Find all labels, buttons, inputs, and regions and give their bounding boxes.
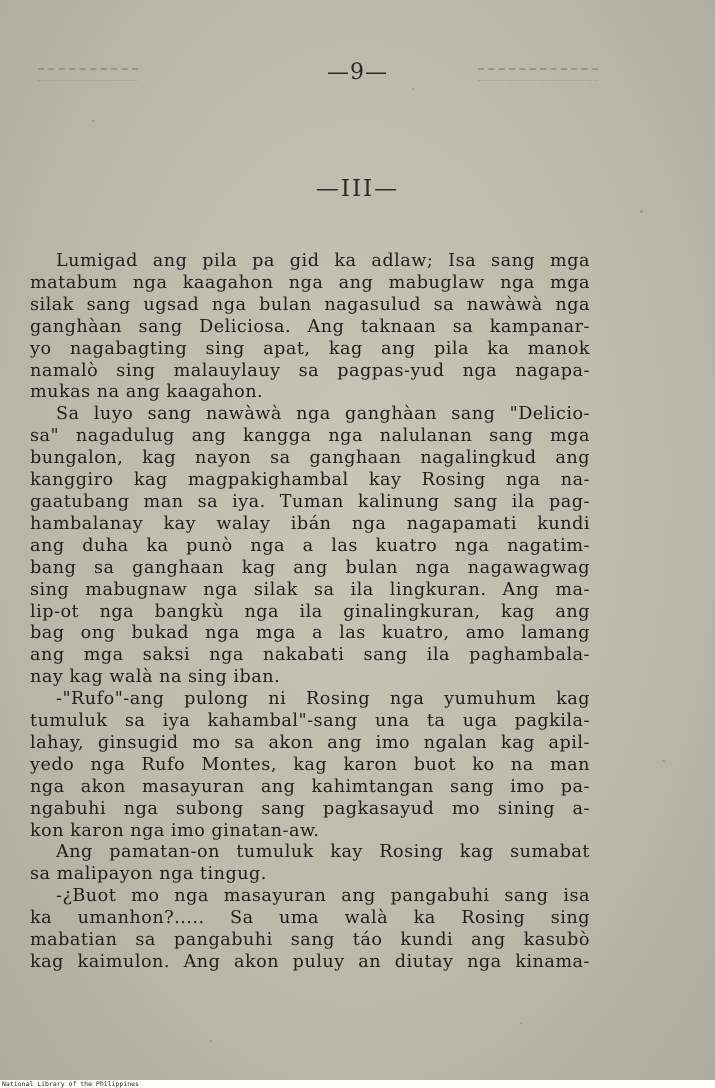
text-line: tumuluk sa iya kahambal"-sang una ta uga pagkila- (30, 711, 590, 732)
paper-speck (412, 88, 414, 90)
text-line: ang mga saksi nga nakabati sang ila paghambala- (30, 645, 590, 666)
text-line: kag kaimulon. Ang akon puluy an diutay nga kinama- (30, 952, 590, 972)
body-text (30, 251, 590, 974)
text-line: -"Rufo"-ang pulong ni Rosing nga yumuhum kag (56, 689, 590, 710)
text-line: nga akon masayuran ang kahimtangan sang imo pa- (30, 776, 590, 797)
text-line: bag ong bukad nga mga a las kuatro, amo lamang (30, 623, 590, 644)
library-credit: National Library of the Philippines (2, 1080, 139, 1088)
text-line: yo nagabagting sing apat, kag ang pila ka manok (30, 338, 590, 359)
text-line: sa malipayon nga tingug. (30, 864, 267, 885)
text-line: ngabuhi nga subong sang pagkasayud mo sining a- (30, 798, 590, 819)
text-line: mukas na ang kaagahon. (30, 382, 264, 403)
text-line: ganghàan sang Deliciosa. Ang taknaan sa kampanar- (30, 316, 590, 337)
text-line: lip-ot nga bangkù nga ila ginalingkuran, kag ang (30, 601, 590, 622)
text-line: gaatubang man sa iya. Tuman kalinung sang ila pag- (30, 491, 590, 512)
text-line: hambalanay kay walay ibán nga nagapamati kundi (30, 513, 590, 534)
text-line: sa" nagadulug ang kangga nga nalulanan sang mga (30, 426, 590, 447)
paper-speck (640, 210, 643, 213)
text-line: Sa luyo sang nawàwà nga ganghàan sang "Delicio- (56, 404, 590, 425)
paper-speck (662, 760, 665, 762)
text-line: bungalon, kag nayon sa ganghaan nagalingkud ang (30, 448, 590, 469)
page-number: —9— (327, 60, 388, 85)
text-line: kanggiro kag magpakighambal kay Rosing nga na- (30, 470, 590, 491)
text-line: kon karon nga imo ginatan-aw. (30, 820, 320, 841)
text-line: lahay, ginsugid mo sa akon ang imo ngalan kag apil- (30, 732, 590, 753)
text-line: mabatian sa pangabuhi sang táo kundi ang kasubò (30, 930, 590, 951)
paper-speck (92, 120, 95, 122)
chapter-heading: —III— (315, 176, 400, 202)
text-line: namalò sing malauylauy sa pagpas-yud nga nagapa- (30, 360, 590, 381)
text-line: Lumigad ang pila pa gid ka adlaw; Isa sang mga (56, 251, 590, 271)
text-line: bang sa ganghaan kag ang bulan nga nagawagwag (30, 557, 590, 578)
text-line: ang duha ka punò nga a las kuatro nga nagatim- (30, 535, 590, 556)
text-line: yedo nga Rufo Montes, kag karon buot ko na man (30, 754, 590, 775)
text-line: silak sang ugsad nga bulan nagasulud sa nawàwà nga (30, 294, 590, 315)
paper-speck (210, 1040, 212, 1042)
paper-speck (520, 1022, 523, 1024)
text-line: sing mabugnaw nga silak sa ila lingkuran. Ang ma- (30, 579, 590, 600)
text-line: nay kag walà na sing iban. (30, 667, 281, 688)
text-line: matabum nga kaagahon nga ang mabuglaw nga mga (30, 272, 590, 293)
text-line: ka umanhon?..... Sa uma walà ka Rosing sing (30, 908, 590, 929)
text-line: -¿Buot mo nga masayuran ang pangabuhi sang isa (56, 886, 590, 907)
text-line: Ang pamatan-on tumuluk kay Rosing kag sumabat (56, 842, 590, 863)
